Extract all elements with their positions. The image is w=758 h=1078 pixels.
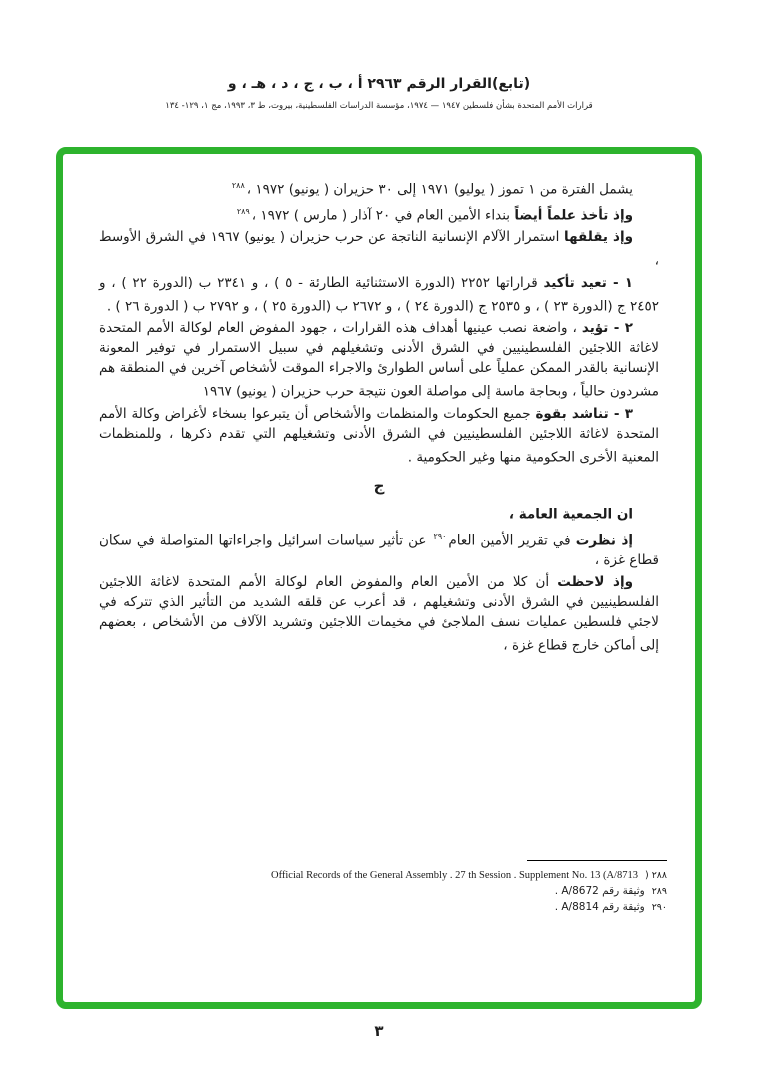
footnote-text: وثيقة رقم A/8814 . [554, 901, 645, 913]
footnote [91, 885, 667, 897]
paragraph-text: جميع الحكومات والمنظمات والأشخاص أن يتبرعوا بسخاء لأغراض وكالة الأمم المتحدة لاغاثة اللاجئين الفلسطينيين في الشرق الأدنى وتشغيلهم التي تقدم ذكرها ، وللمنظمات المعنية الأخرى الحكومية منها وغير الحكومية . [99, 405, 659, 465]
paragraph-text: قراراتها ٢٢٥٢ (الدورة الاستثنائية الطارئة - ٥ ) ، و ٢٣٤١ ب (الدورة ٢٢ ) ، و ٢٤٥٢ ج (الدورة ٢٣ ) ، و ٢٥٣٥ ج (الدورة ٢٤ ) ، و ٢٦٧٢ ب (الدورة ٢٥ ) ، و ٢٧٩٢ ب ( الدورة ٢٦ ) . [99, 274, 659, 314]
paragraph-lead: وإذ تأخذ علماً أيضاً [514, 207, 633, 223]
paragraph-text: أن كلا من الأمين العام والمفوض العام لوكالة الأمم المتحدة لاغاثة اللاجئين الفلسطينيين في الشرق الأدنى وتشغيلهم ، قد أعرب عن قلقه الشديد من التأثير الذي تتركه في لاجئي فلسطين عمليات نسف الملاجئ في مخيمات اللاجئين وتشريد الآلاف من الأشخاص ، بعضهم إلى أماكن خارج قطاع غزة ، [99, 574, 659, 654]
paragraph-lead: وإذ يقلقها [564, 229, 633, 245]
paragraph-lead: ٣ - تناشد بقوة [535, 405, 633, 422]
paragraph-text: في تقرير الأمين العام [448, 532, 576, 548]
paragraph-lead: ١ - تعيد تأكيد [543, 274, 633, 291]
footnote-separator-rule [527, 860, 667, 861]
paragraph-lead: ٢ - تؤيد [581, 320, 634, 336]
footnote-text: Official Records of the General Assembly . 27 th Session . Supplement No. 13 (A/8713 [270, 870, 638, 881]
paragraph-text: عن تأثير سياسات اسرائيل واجراءاتها المتواصلة في سكان قطاع غزة ، [99, 532, 659, 568]
paragraph-text: ، واضعة نصب عينيها أهداف هذه القرارات ، جهود المفوض العام لوكالة الأمم المتحدة لاغاثة اللاجئين الفلسطينيين في الشرق الأدنى وتشغيلهم في سبيل الاستمرار في توفير المعونة الإنسانية بالقدر الممكن عملياً على أساس الطوارئ والاجراء الموقت لأشخاص آخرين في المنطقة هم مشردون حالياً ، وبحاجة ماسة إلى مواصلة العون نتيجة حرب حزيران ( يونيو) ١٩٦٧ [99, 320, 659, 400]
footnotes-section [91, 860, 667, 917]
paragraph-lead: وإذ لاحظت [557, 574, 633, 590]
paragraph [99, 176, 659, 200]
paragraph-text: استمرار الآلام الإنسانية الناتجة عن حرب حزيران ( يونيو) ١٩٦٧ في الشرق الأوسط ، [99, 229, 659, 269]
paragraph [99, 501, 659, 525]
paragraph-text: بنداء الأمين العام في ٢٠ آذار ( مارس ) ١٩٧٢ ، [251, 207, 515, 223]
document-border-frame [56, 147, 702, 1009]
footnote-text: وثيقة رقم A/8672 . [554, 885, 645, 897]
paragraph [99, 202, 659, 226]
section-letter: ج [373, 477, 385, 495]
page-header [0, 76, 758, 111]
paragraph [99, 527, 659, 571]
footnote-marker: ٢٩٠ [651, 902, 667, 913]
paragraph [99, 273, 659, 317]
document-body [99, 174, 659, 658]
footnote [91, 901, 667, 913]
source-citation: قرارات الأمم المتحدة بشأن فلسطين ١٩٤٧ — ١٩٧٤، مؤسسة الدراسات الفلسطينية، بيروت، ط ٣، ١٩٩٣، مج ١، ١٢٩- ١٣٤ [165, 101, 593, 111]
footnote [91, 870, 667, 881]
resolution-title: (تابع)القرار الرقم ٢٩٦٣ أ ، ب ، ج ، د ، هـ ، و [227, 76, 531, 92]
page-number: ٣ [374, 1022, 384, 1040]
paragraph [99, 404, 659, 468]
footnote-marker: ٢٨٨ ( [644, 870, 667, 881]
footnote-ref: ٢٨٨ [231, 181, 245, 190]
paragraph-text: يشمل الفترة من ١ تموز ( يوليو) ١٩٧١ إلى ٣٠ حزيران ( يونيو) ١٩٧٢ ، [246, 181, 633, 198]
footnote-ref: ٢٩٠ [433, 531, 447, 541]
paragraph-lead: إذ نظرت [575, 532, 634, 548]
paragraph [99, 572, 659, 656]
paragraph [99, 318, 659, 402]
footnote-ref: ٢٨٩ [236, 206, 250, 216]
paragraph [99, 227, 659, 271]
footnote-marker: ٢٨٩ [651, 886, 667, 897]
paragraph-lead: ان الجمعية العامة ، [508, 506, 633, 523]
